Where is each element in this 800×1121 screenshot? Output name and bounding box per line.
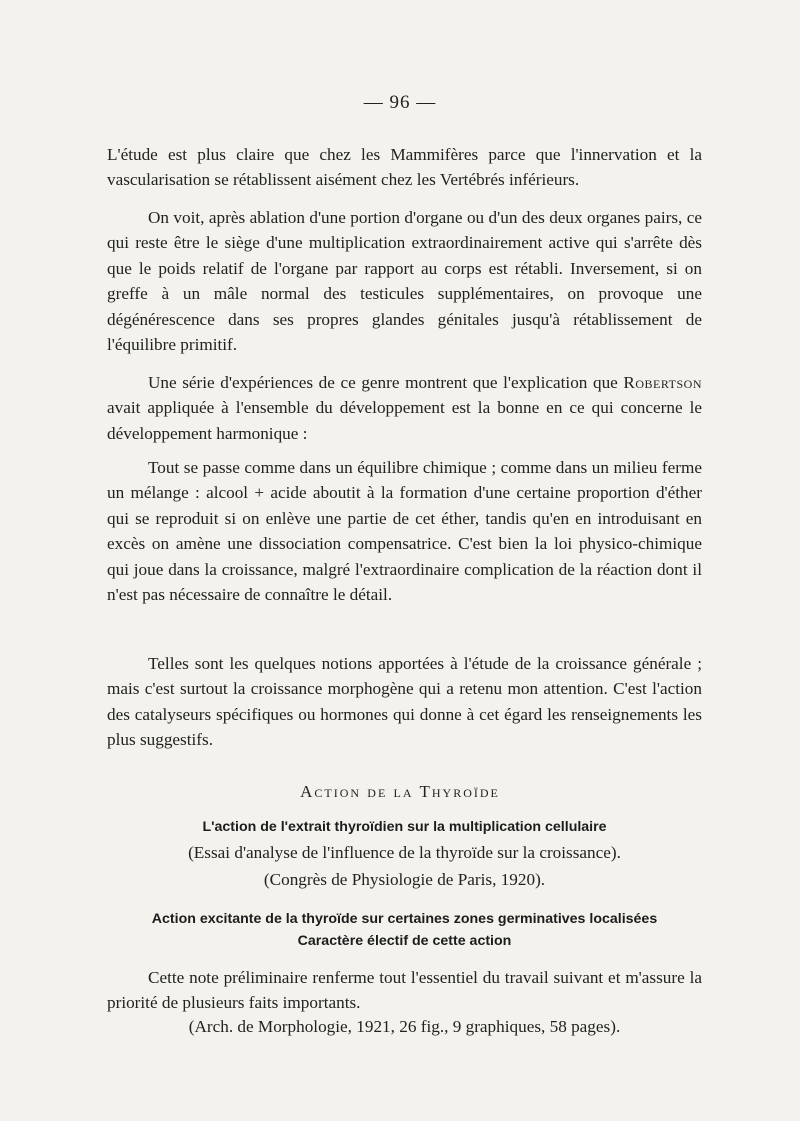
paragraph-text: L'étude est plus claire que chez les Mammifères parce que l'innervation et la vascularisation se rétablissent aisément chez les Vertébrés inférieurs.: [107, 145, 702, 190]
paragraph-4: [107, 455, 702, 607]
paragraph-3: [107, 370, 702, 446]
item2-title-line2: Caractère électif de cette action: [297, 933, 512, 949]
paragraph-text: Cette note préliminaire renferme tout l'essentiel du travail suivant et m'assure la priorité de plusieurs faits importants.: [107, 968, 702, 1013]
author-name: Robertson: [623, 373, 702, 392]
item1-title: L'action de l'extrait thyroïdien sur la multiplication cellulaire: [202, 819, 607, 835]
paragraph-text: On voit, après ablation d'une portion d'organe ou d'un des deux organes pairs, ce qui reste être le siège d'une multiplication extraordinairement active qui s'arrête dès que le poids relatif de l'organe par rapport au corps est rétabli. Inversement, si on greffe à un mâle normal des testicules supplémentaires, on provoque une dégénérescence dans ses propres glandes génitales jusqu'à rétablissement de l'équilibre primitif.: [107, 208, 702, 355]
paragraph-2: [107, 205, 702, 357]
paragraph-text-part: Une série d'expériences de ce genre montrent que l'explication que: [148, 373, 624, 392]
paragraph-1: [107, 142, 702, 193]
paragraph-text: [107, 370, 702, 446]
item1-subtitle: (Essai d'analyse de l'influence de la thyroïde sur la croissance).: [188, 843, 621, 862]
item2-paragraph: [107, 965, 702, 1016]
paragraph-5: [107, 651, 702, 753]
paragraph-text: Telles sont les quelques notions apportées à l'étude de la croissance générale ; mais c'est surtout la croissance morphogène qui a retenu mon attention. C'est l'action des catalyseurs spécifiques ou hormones qui donne à cet égard les renseignements les plus suggestifs.: [107, 654, 702, 750]
item2-title-line1: Action excitante de la thyroïde sur certaines zones germinatives localisées: [151, 911, 658, 927]
page-number: — 96 —: [363, 92, 437, 113]
paragraph-text-part: avait appliquée à l'ensemble du développement est la bonne en ce qui concerne le développement harmonique :: [107, 398, 702, 443]
section-heading: Action de la Thyroïde: [300, 782, 500, 801]
item1-reference: (Congrès de Physiologie de Paris, 1920).: [263, 870, 546, 889]
item2-reference: (Arch. de Morphologie, 1921, 26 fig., 9 graphiques, 58 pages).: [188, 1017, 621, 1036]
paragraph-text: Tout se passe comme dans un équilibre chimique ; comme dans un milieu ferme un mélange : alcool + acide aboutit à la formation d'une certaine proportion d'éther qui se reproduit si on enlève une partie de cet éther, tandis qu'en en introduisant en excès on amène une dissociation compensatrice. C'est bien la loi physico-chimique qui joue dans la croissance, malgré l'extraordinaire complication de la réaction dont il n'est pas nécessaire de connaître le détail.: [107, 458, 702, 605]
